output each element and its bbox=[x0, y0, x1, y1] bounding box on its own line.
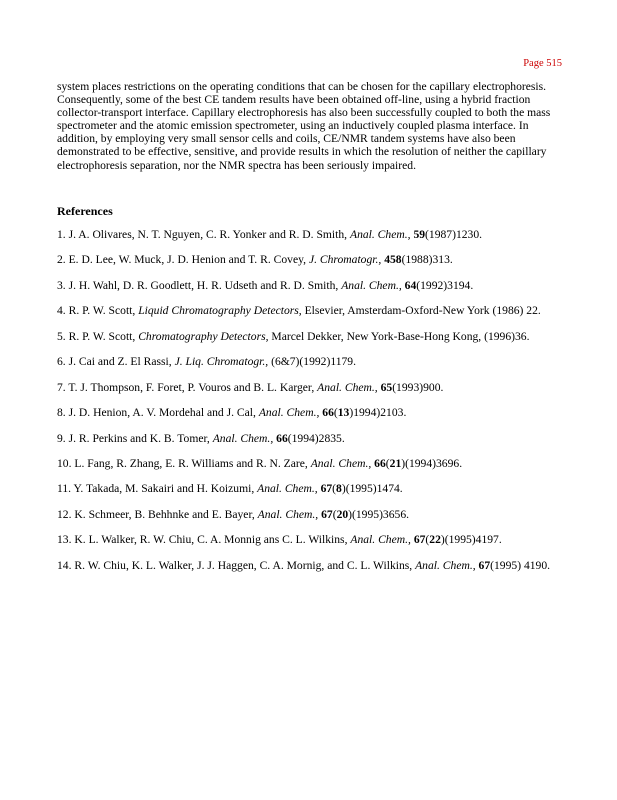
reference-volume: 67 bbox=[321, 507, 333, 521]
reference-journal: Anal. Chem., bbox=[341, 278, 402, 292]
reference-authors: J. R. Perkins and K. B. Tomer, bbox=[65, 431, 213, 445]
reference-number: 2. bbox=[57, 253, 66, 267]
reference-number: 14. bbox=[57, 558, 72, 572]
reference-item bbox=[57, 228, 565, 241]
reference-item bbox=[57, 508, 565, 521]
reference-details: ( bbox=[332, 507, 337, 521]
reference-authors: R. P. W. Scott, bbox=[65, 329, 139, 343]
reference-item bbox=[57, 279, 565, 292]
reference-journal: Anal. Chem., bbox=[212, 431, 274, 445]
reference-volume: 66 bbox=[322, 406, 334, 420]
references-list bbox=[57, 228, 565, 584]
reference-number: 1. bbox=[57, 228, 66, 241]
page-number: Page 515 bbox=[523, 58, 562, 69]
reference-details-end: )(1995)1474. bbox=[341, 482, 403, 496]
reference-details: (1988)313. bbox=[401, 253, 453, 267]
reference-authors: R. P. W. Scott, bbox=[65, 304, 139, 318]
reference-details: ( bbox=[333, 406, 338, 420]
reference-details: (1992)3194. bbox=[416, 278, 474, 292]
reference-authors: E. D. Lee, W. Muck, J. D. Henion and T. R. Covey, bbox=[65, 253, 309, 267]
reference-volume: 458 bbox=[384, 253, 402, 267]
reference-number: 5. bbox=[57, 329, 66, 343]
reference-item bbox=[57, 533, 565, 546]
reference-item bbox=[57, 381, 565, 394]
reference-issue: 21 bbox=[389, 456, 402, 470]
reference-journal: Liquid Chromatography Detectors, bbox=[138, 304, 302, 318]
reference-item bbox=[57, 330, 565, 343]
reference-volume: 67 bbox=[320, 482, 333, 496]
reference-authors: R. W. Chiu, K. L. Walker, J. J. Haggen, C. A. Mornig, and C. L. Wilkins, bbox=[71, 558, 416, 572]
reference-authors: J. Cai and Z. El Rassi, bbox=[65, 355, 175, 369]
reference-details: (1987)1230. bbox=[425, 228, 483, 241]
reference-item bbox=[57, 457, 565, 470]
reference-issue: 20 bbox=[336, 507, 349, 521]
reference-journal: Anal. Chem., bbox=[258, 406, 320, 420]
reference-journal: Anal. Chem., bbox=[350, 533, 411, 547]
reference-number: 4. bbox=[57, 304, 66, 318]
reference-volume: 64 bbox=[404, 278, 417, 292]
reference-authors: J. A. Olivares, N. T. Nguyen, C. R. Yonker and R. D. Smith, bbox=[65, 228, 350, 241]
reference-number: 7. bbox=[57, 380, 66, 394]
reference-journal: J. Chromatogr., bbox=[308, 253, 382, 267]
reference-authors: J. D. Henion, A. V. Mordehal and J. Cal, bbox=[65, 406, 259, 420]
reference-issue: 22 bbox=[429, 533, 441, 547]
reference-number: 3. bbox=[57, 278, 66, 292]
reference-volume: 66 bbox=[276, 431, 288, 445]
reference-volume: 59 bbox=[413, 228, 426, 241]
references-heading: References bbox=[57, 204, 113, 218]
reference-journal: Anal. Chem., bbox=[317, 380, 378, 394]
reference-details-end: )1994)2103. bbox=[349, 406, 407, 420]
reference-authors: Y. Takada, M. Sakairi and H. Koizumi, bbox=[71, 482, 258, 496]
reference-details-end: )(1995)4197. bbox=[440, 533, 502, 547]
reference-journal: Anal. Chem., bbox=[257, 507, 319, 521]
reference-number: 11. bbox=[57, 482, 72, 496]
reference-details-end: )(1995)3656. bbox=[348, 507, 410, 521]
reference-journal: Anal. Chem., bbox=[415, 558, 476, 572]
reference-journal: Chromatography Detectors, bbox=[138, 329, 269, 343]
reference-issue: 8 bbox=[336, 482, 342, 496]
reference-authors: T. J. Thompson, F. Foret, P. Vouros and B. L. Karger, bbox=[65, 380, 318, 394]
reference-authors: L. Fang, R. Zhang, E. R. Williams and R. N. Zare, bbox=[71, 456, 311, 470]
reference-issue: 13 bbox=[337, 406, 350, 420]
reference-volume: 67 bbox=[478, 558, 491, 572]
reference-details: ( bbox=[332, 482, 337, 496]
reference-item bbox=[57, 482, 565, 495]
reference-details: ( bbox=[425, 533, 430, 547]
reference-number: 6. bbox=[57, 355, 66, 369]
reference-volume: 67 bbox=[413, 533, 426, 547]
reference-journal: Anal. Chem., bbox=[257, 482, 318, 496]
reference-journal: Anal. Chem., bbox=[349, 228, 411, 241]
reference-details: (1993)900. bbox=[392, 380, 444, 394]
reference-details: ( bbox=[385, 456, 390, 470]
reference-item bbox=[57, 253, 565, 266]
reference-number: 9. bbox=[57, 431, 66, 445]
reference-number: 12. bbox=[57, 507, 72, 521]
reference-item bbox=[57, 432, 565, 445]
reference-journal: Anal. Chem., bbox=[310, 456, 372, 470]
reference-volume: 66 bbox=[374, 456, 386, 470]
reference-details: (1994)2835. bbox=[287, 431, 345, 445]
reference-authors: K. L. Walker, R. W. Chiu, C. A. Monnig ans C. L. Wilkins, bbox=[71, 533, 351, 547]
reference-volume: 65 bbox=[380, 380, 393, 394]
reference-details: (6&7)(1992)1179. bbox=[268, 355, 356, 369]
reference-item bbox=[57, 406, 565, 419]
reference-authors: J. H. Wahl, D. R. Goodlett, H. R. Udseth and R. D. Smith, bbox=[65, 278, 342, 292]
reference-details-end: )(1994)3696. bbox=[401, 456, 463, 470]
intro-paragraph: system places restrictions on the operating conditions that can be chosen for the capillary electrophoresis. Consequently, some of the best CE tandem results have been obtained off-line, using a hybrid fraction collector-transport interface. Capillary electrophoresis has also been successfully coupled to both the mass spectrometer and the atomic emission spectrometer, using an inductively coupled plasma interface. In addition, by employing very small sensor cells and coils, CE/NMR tandem systems have also been demonstrated to be effective, sensitive, and provide results in which the resolution of neither the capillary electrophoresis separation, nor the NMR spectra has been seriously impaired. bbox=[57, 80, 551, 172]
reference-item bbox=[57, 355, 565, 368]
reference-journal: J. Liq. Chromatogr., bbox=[174, 355, 269, 369]
reference-details: (1995) 4190. bbox=[490, 558, 551, 572]
reference-details: Marcel Dekker, New York-Base-Hong Kong, (1996)36. bbox=[268, 329, 530, 343]
reference-number: 10. bbox=[57, 456, 72, 470]
reference-item bbox=[57, 304, 565, 317]
reference-item bbox=[57, 559, 565, 572]
reference-authors: K. Schmeer, B. Behhnke and E. Bayer, bbox=[71, 507, 258, 521]
reference-details: Elsevier, Amsterdam-Oxford-New York (1986) 22. bbox=[301, 304, 541, 318]
reference-number: 8. bbox=[57, 406, 66, 420]
reference-number: 13. bbox=[57, 533, 72, 547]
